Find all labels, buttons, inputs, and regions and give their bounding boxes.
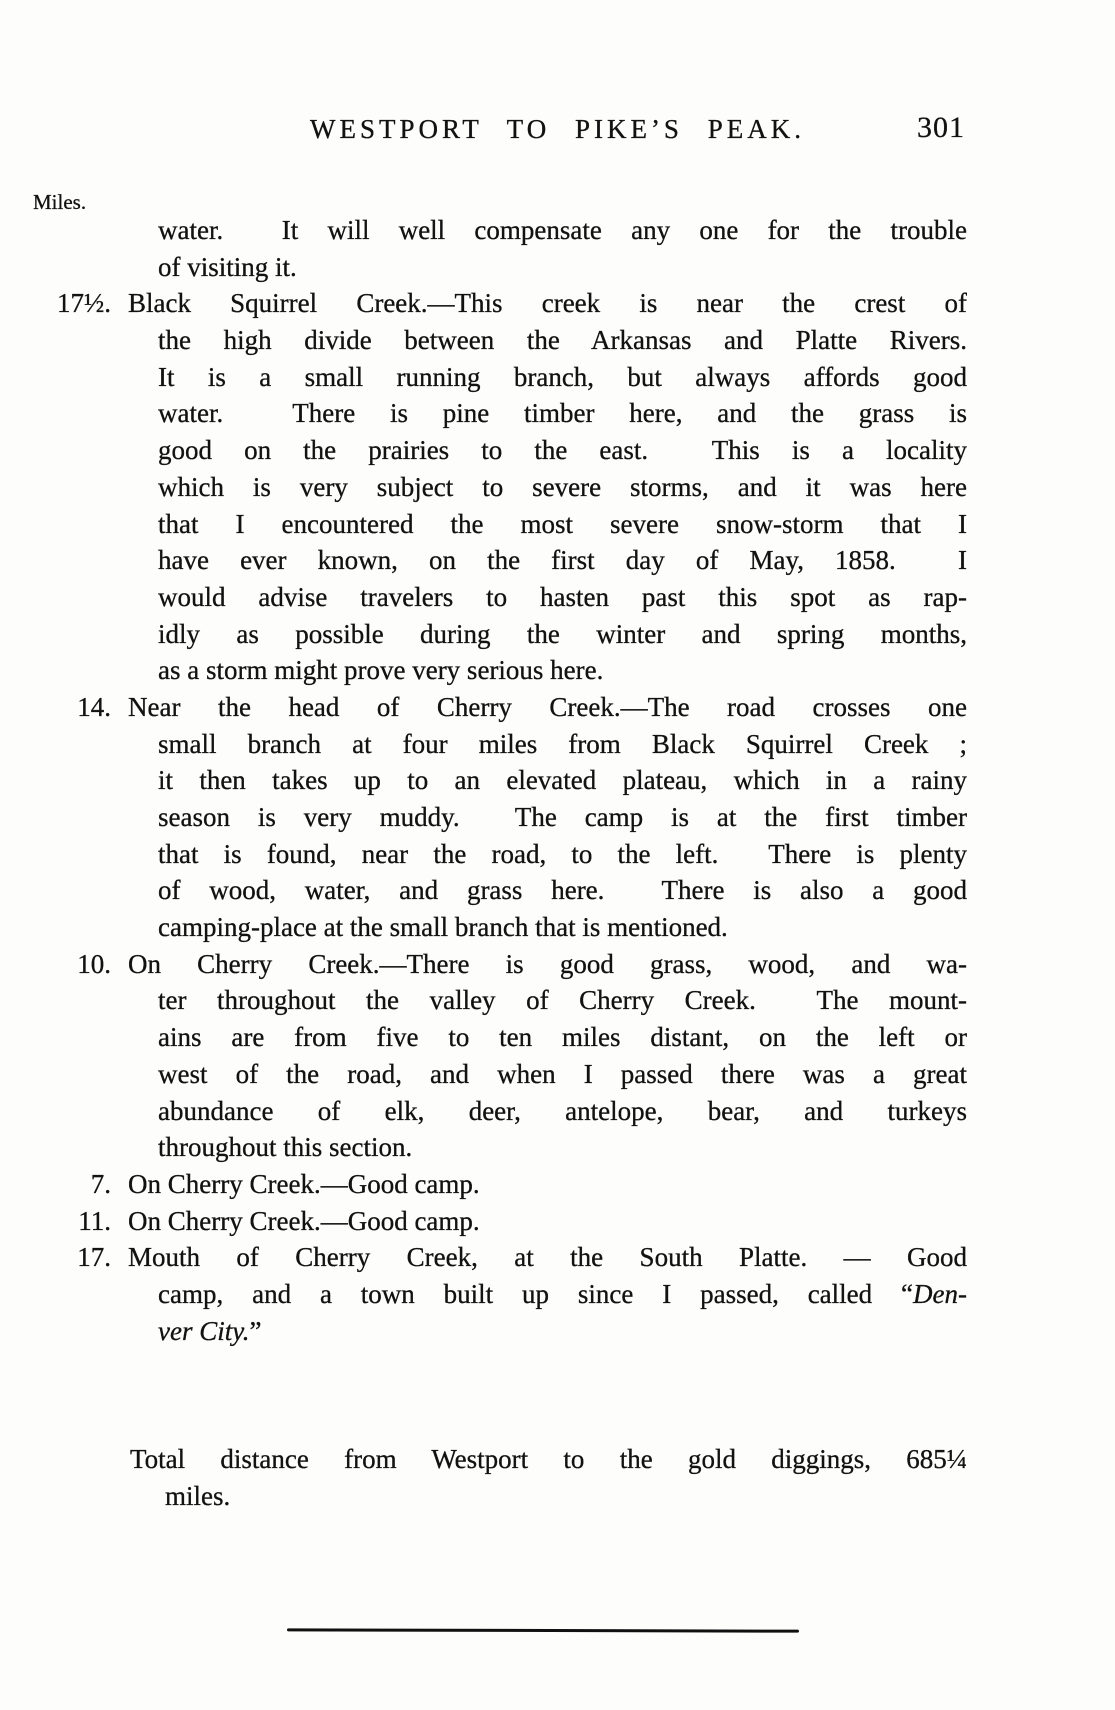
route-entry — [57, 285, 967, 689]
text-line: would advise travelers to hasten past this spot as rap- — [158, 581, 967, 612]
text-line: On Cherry Creek.—Good camp. — [128, 1205, 480, 1236]
text-line: Near the head of Cherry Creek.—The road crosses one — [128, 691, 967, 722]
text-line: camping-place at the small branch that is mentioned. — [158, 912, 728, 943]
page-number: 301 — [917, 111, 965, 144]
miles-value: 17½. — [57, 288, 111, 319]
text-line: abundance of elk, deer, antelope, bear, and turkeys — [158, 1095, 967, 1126]
text-line: miles. — [165, 1481, 231, 1511]
section-divider-rule — [287, 1628, 799, 1632]
text-line: throughout this section. — [158, 1132, 413, 1163]
text-line: have ever known, on the first day of May, 1858. I — [158, 545, 967, 576]
text-line: which is very subject to severe storms, and it was here — [158, 471, 967, 502]
text-line: Mouth of Cherry Creek, at the South Platte. — Good — [128, 1242, 967, 1273]
text-line: ains are from five to ten miles distant, on the left or — [158, 1022, 967, 1053]
running-head-title: WESTPORT TO PIKE’S PEAK. — [310, 114, 805, 144]
text-line: water. There is pine timber here, and the grass is — [158, 398, 967, 429]
miles-value: 14. — [77, 691, 111, 722]
miles-value: 17. — [77, 1242, 111, 1273]
text-line: west of the road, and when I passed there was a great — [158, 1058, 967, 1089]
intro-paragraph — [158, 212, 967, 285]
route-entry — [77, 689, 967, 946]
miles-value: 7. — [90, 1168, 111, 1199]
route-entry-list — [0, 285, 1115, 1349]
total-distance-paragraph — [130, 1441, 967, 1514]
text-line: It is a small running branch, but always affords good — [158, 361, 967, 392]
route-entry — [78, 1203, 967, 1240]
text-line: ter throughout the valley of Cherry Creek. The mount- — [158, 985, 967, 1016]
text-line: idly as possible during the winter and spring months, — [158, 618, 967, 649]
text-line: that is found, near the road, to the left. There is plenty — [158, 838, 967, 869]
page-body — [0, 212, 1115, 1515]
route-entry — [77, 1239, 967, 1349]
miles-value: 10. — [77, 948, 111, 979]
text-line: season is very muddy. The camp is at the first timber — [158, 802, 967, 832]
text-line: that I encountered the most severe snow-storm that I — [158, 508, 967, 539]
text-line: ver City.” — [158, 1315, 262, 1346]
text-line: On Cherry Creek.—Good camp. — [128, 1168, 480, 1199]
text-line: water. It will well compensate any one for the trouble — [158, 215, 967, 245]
text-line: camp, and a town built up since I passed, called “Den- — [158, 1278, 967, 1309]
text-line: as a storm might prove very serious here. — [158, 655, 604, 686]
text-line: of wood, water, and grass here. There is also a good — [158, 875, 967, 906]
text-line: Total distance from Westport to the gold diggings, 685¼ — [130, 1444, 967, 1475]
route-entry — [90, 1166, 967, 1203]
route-entry — [77, 946, 967, 1166]
text-line: small branch at four miles from Black Squirrel Creek ; — [158, 728, 967, 759]
text-line: Black Squirrel Creek.—This creek is near the crest of — [128, 288, 967, 319]
text-line: of visiting it. — [158, 251, 297, 282]
miles-column-label: Miles. — [33, 190, 87, 214]
text-line: good on the prairies to the east. This is a locality — [158, 435, 967, 466]
miles-value: 11. — [78, 1205, 111, 1236]
text-line: On Cherry Creek.—There is good grass, wood, and wa- — [128, 948, 967, 979]
text-line: the high divide between the Arkansas and Platte Rivers. — [158, 325, 967, 356]
text-line: it then takes up to an elevated plateau, which in a rainy — [158, 765, 967, 796]
